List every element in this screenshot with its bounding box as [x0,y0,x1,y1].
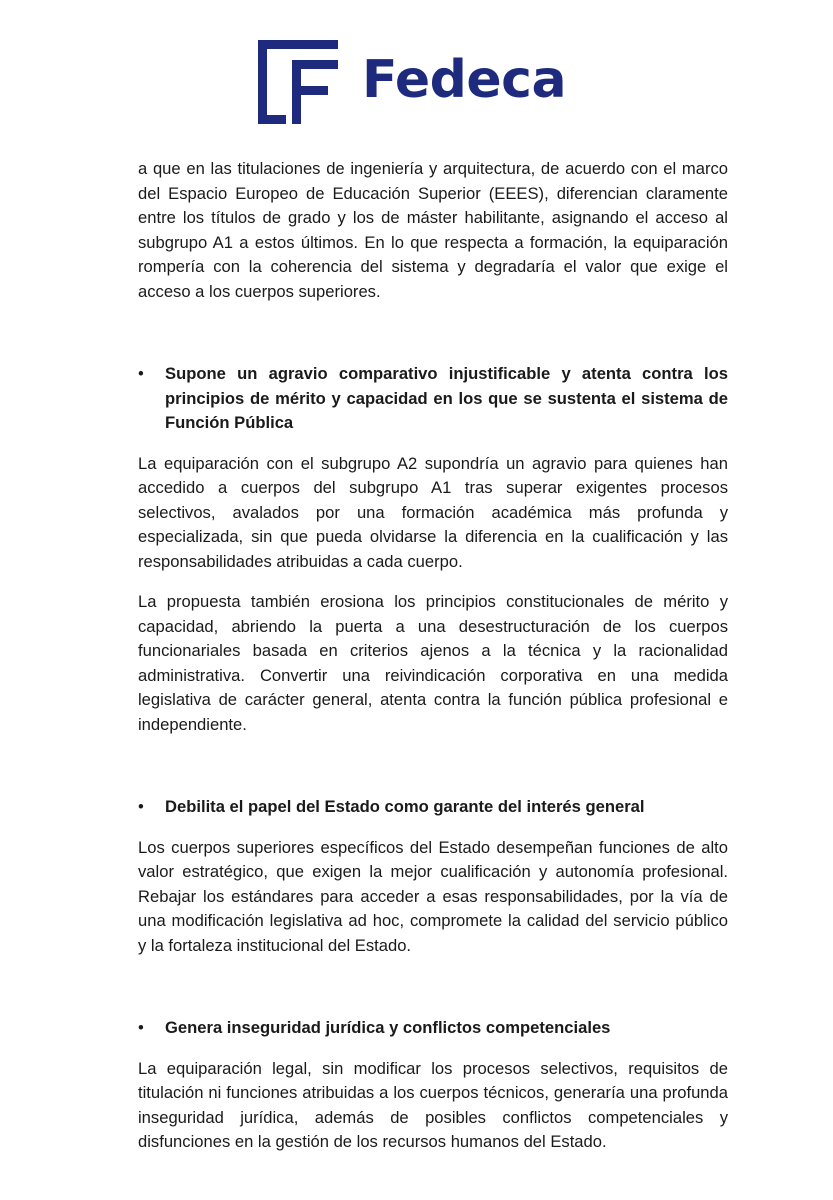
bullet-icon: • [138,1018,144,1037]
section-1-heading [138,362,728,436]
document-body [138,157,728,1155]
section-2-heading [138,795,728,820]
fedeca-logo-mark-icon [258,40,342,124]
page-header [0,40,833,126]
intro-paragraph: a que en las titulaciones de ingeniería y arquitectura, de acuerdo con el marco del Espacio Europeo de Educación Superior (EEES), diferencian claramente entre los títulos de grado y los de máster habilitante, asignando el acceso al subgrupo A1 a estos últimos. En lo que respecta a formación, la equiparación rompería con la coherencia del sistema y degradaría el valor que exige el acceso a los cuerpos superiores. [138,159,728,301]
fedeca-logo [258,40,566,124]
section-heading: Genera inseguridad jurídica y conflictos competenciales [165,1018,611,1037]
section-1-paragraph-1: La equiparación con el subgrupo A2 supondría un agravio para quienes han accedido a cuerpos del subgrupo A1 tras superar exigentes procesos selectivos, avalados por una formación académica más profunda y especializada, sin que pueda olvidarse la diferencia en la cualificación y las responsabilidades atribuidas a cada cuerpo. [138,453,728,571]
bullet-icon: • [138,797,144,816]
section-heading: Supone un agravio comparativo injustificable y atenta contra los principios de mérito y capacidad en los que se sustenta el sistema de Función Pública [165,364,728,432]
section-heading: Debilita el papel del Estado como garante del interés general [165,797,645,816]
section-3-heading [138,1016,728,1041]
section-3-paragraph-1: La equiparación legal, sin modificar los procesos selectivos, requisitos de titulación ni funciones atribuidas a los cuerpos técnicos, generaría una profunda inseguridad jurídica, además de posibles conflictos competenciales y disfunciones en la gestión de los recursos humanos del Estado. [138,1058,728,1151]
bullet-icon: • [138,364,144,383]
section-1-paragraph-2: La propuesta también erosiona los principios constitucionales de mérito y capacidad, abriendo la puerta a una desestructuración de los cuerpos funcionariales basada en criterios ajenos a la técnica y la racionalidad administrativa. Convertir una reivindicación corporativa en una medida legislativa de carácter general, atenta contra la función pública profesional e independiente. [138,592,728,734]
brand-name: Fedeca [362,50,567,110]
section-2-paragraph-1: Los cuerpos superiores específicos del Estado desempeñan funciones de alto valor estratégico, que exigen la mejor cualificación y autonomía profesional. Rebajar los estándares para acceder a esas responsabilidades, por la vía de una modificación legislativa ad hoc, compromete la calidad del servicio público y la fortaleza institucional del Estado. [138,837,728,955]
